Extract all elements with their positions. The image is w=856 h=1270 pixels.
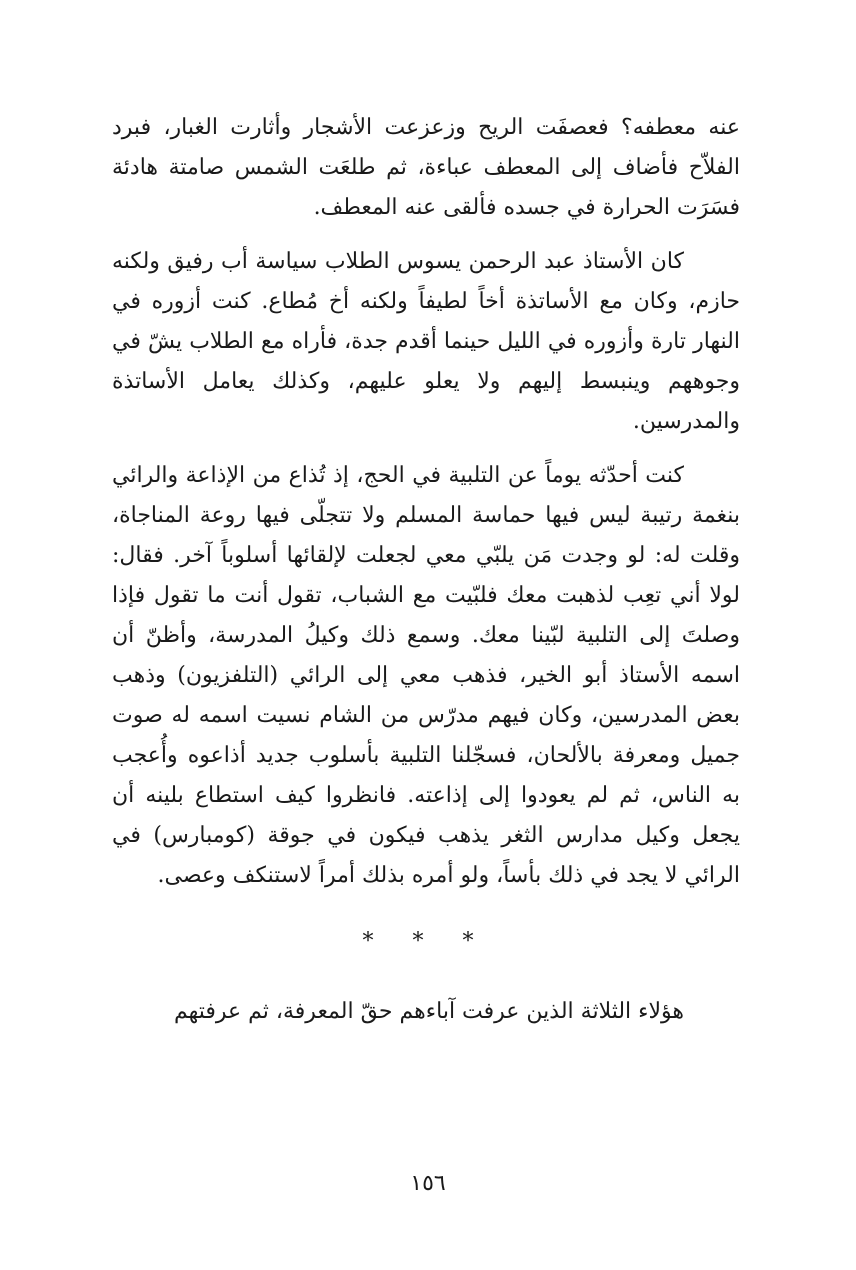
page-number: ١٥٦ [410,1171,446,1196]
paragraph-4: هؤلاء الثلاثة الذين عرفت آباءهم حقّ المعرفة، ثم عرفتهم [173,999,684,1024]
page-body [112,108,740,1046]
paragraph-3: كنت أحدّثه يوماً عن التلبية في الحج، إذ تُذاع من الإذاعة والرائي بنغمة رتيبة ليس فيها حماسة المسلم ولا تتجلّى فيها روعة المناجاة، وقلت له: لو وجدت مَن يلبّي معي لجعلت لإلقائها أسلوباً آخر. فقال: لولا أني تعِب لذهبت معك فلبّيت مع الشباب، تقول أنت ما تقول فإذا وصلتَ إلى التلبية لبّينا معك. وسمع ذلك وكيلُ المدرسة، وأظنّ أن اسمه الأستاذ أبو الخير، فذهب معي إلى الرائي (التلفزيون) وذهب بعض المدرسين، وكان فيهم مدرّس من الشام نسيت اسمه له صوت جميل ومعرفة بالألحان، فسجّلنا التلبية بأسلوب جديد أذاعوه وأُعجب به الناس، ثم لم يعودوا إلى إذاعته. فانظروا كيف استطاع بلينه أن يجعل وكيل مدارس الثغر يذهب فيكون في جوقة (كومبارس) في الرائي لا يجد في ذلك بأساً، ولو أمره بذلك أمراً لاستنكف وعصى. [112,463,740,888]
section-separator: * * * [362,929,490,954]
paragraph-2: كان الأستاذ عبد الرحمن يسوس الطلاب سياسة أب رفيق ولكنه حازم، وكان مع الأساتذة أخاً لطيفاً ولكنه أخ مُطاع. كنت أزوره في النهار تارة وأزوره في الليل حينما أقدم جدة، فأراه مع الطلاب يشّ في وجوههم وينبسط إليهم ولا يعلو عليهم، وكذلك يعامل الأساتذة والمدرسين. [112,249,740,434]
paragraph-1: عنه معطفه؟ فعصفَت الريح وزعزعت الأشجار وأثارت الغبار، فبرد الفلاّح فأضاف إلى المعطف عباءة، ثم طلعَت الشمس صامتة هادئة فسَرَت الحرارة في جسده فألقى عنه المعطف. [112,115,740,220]
